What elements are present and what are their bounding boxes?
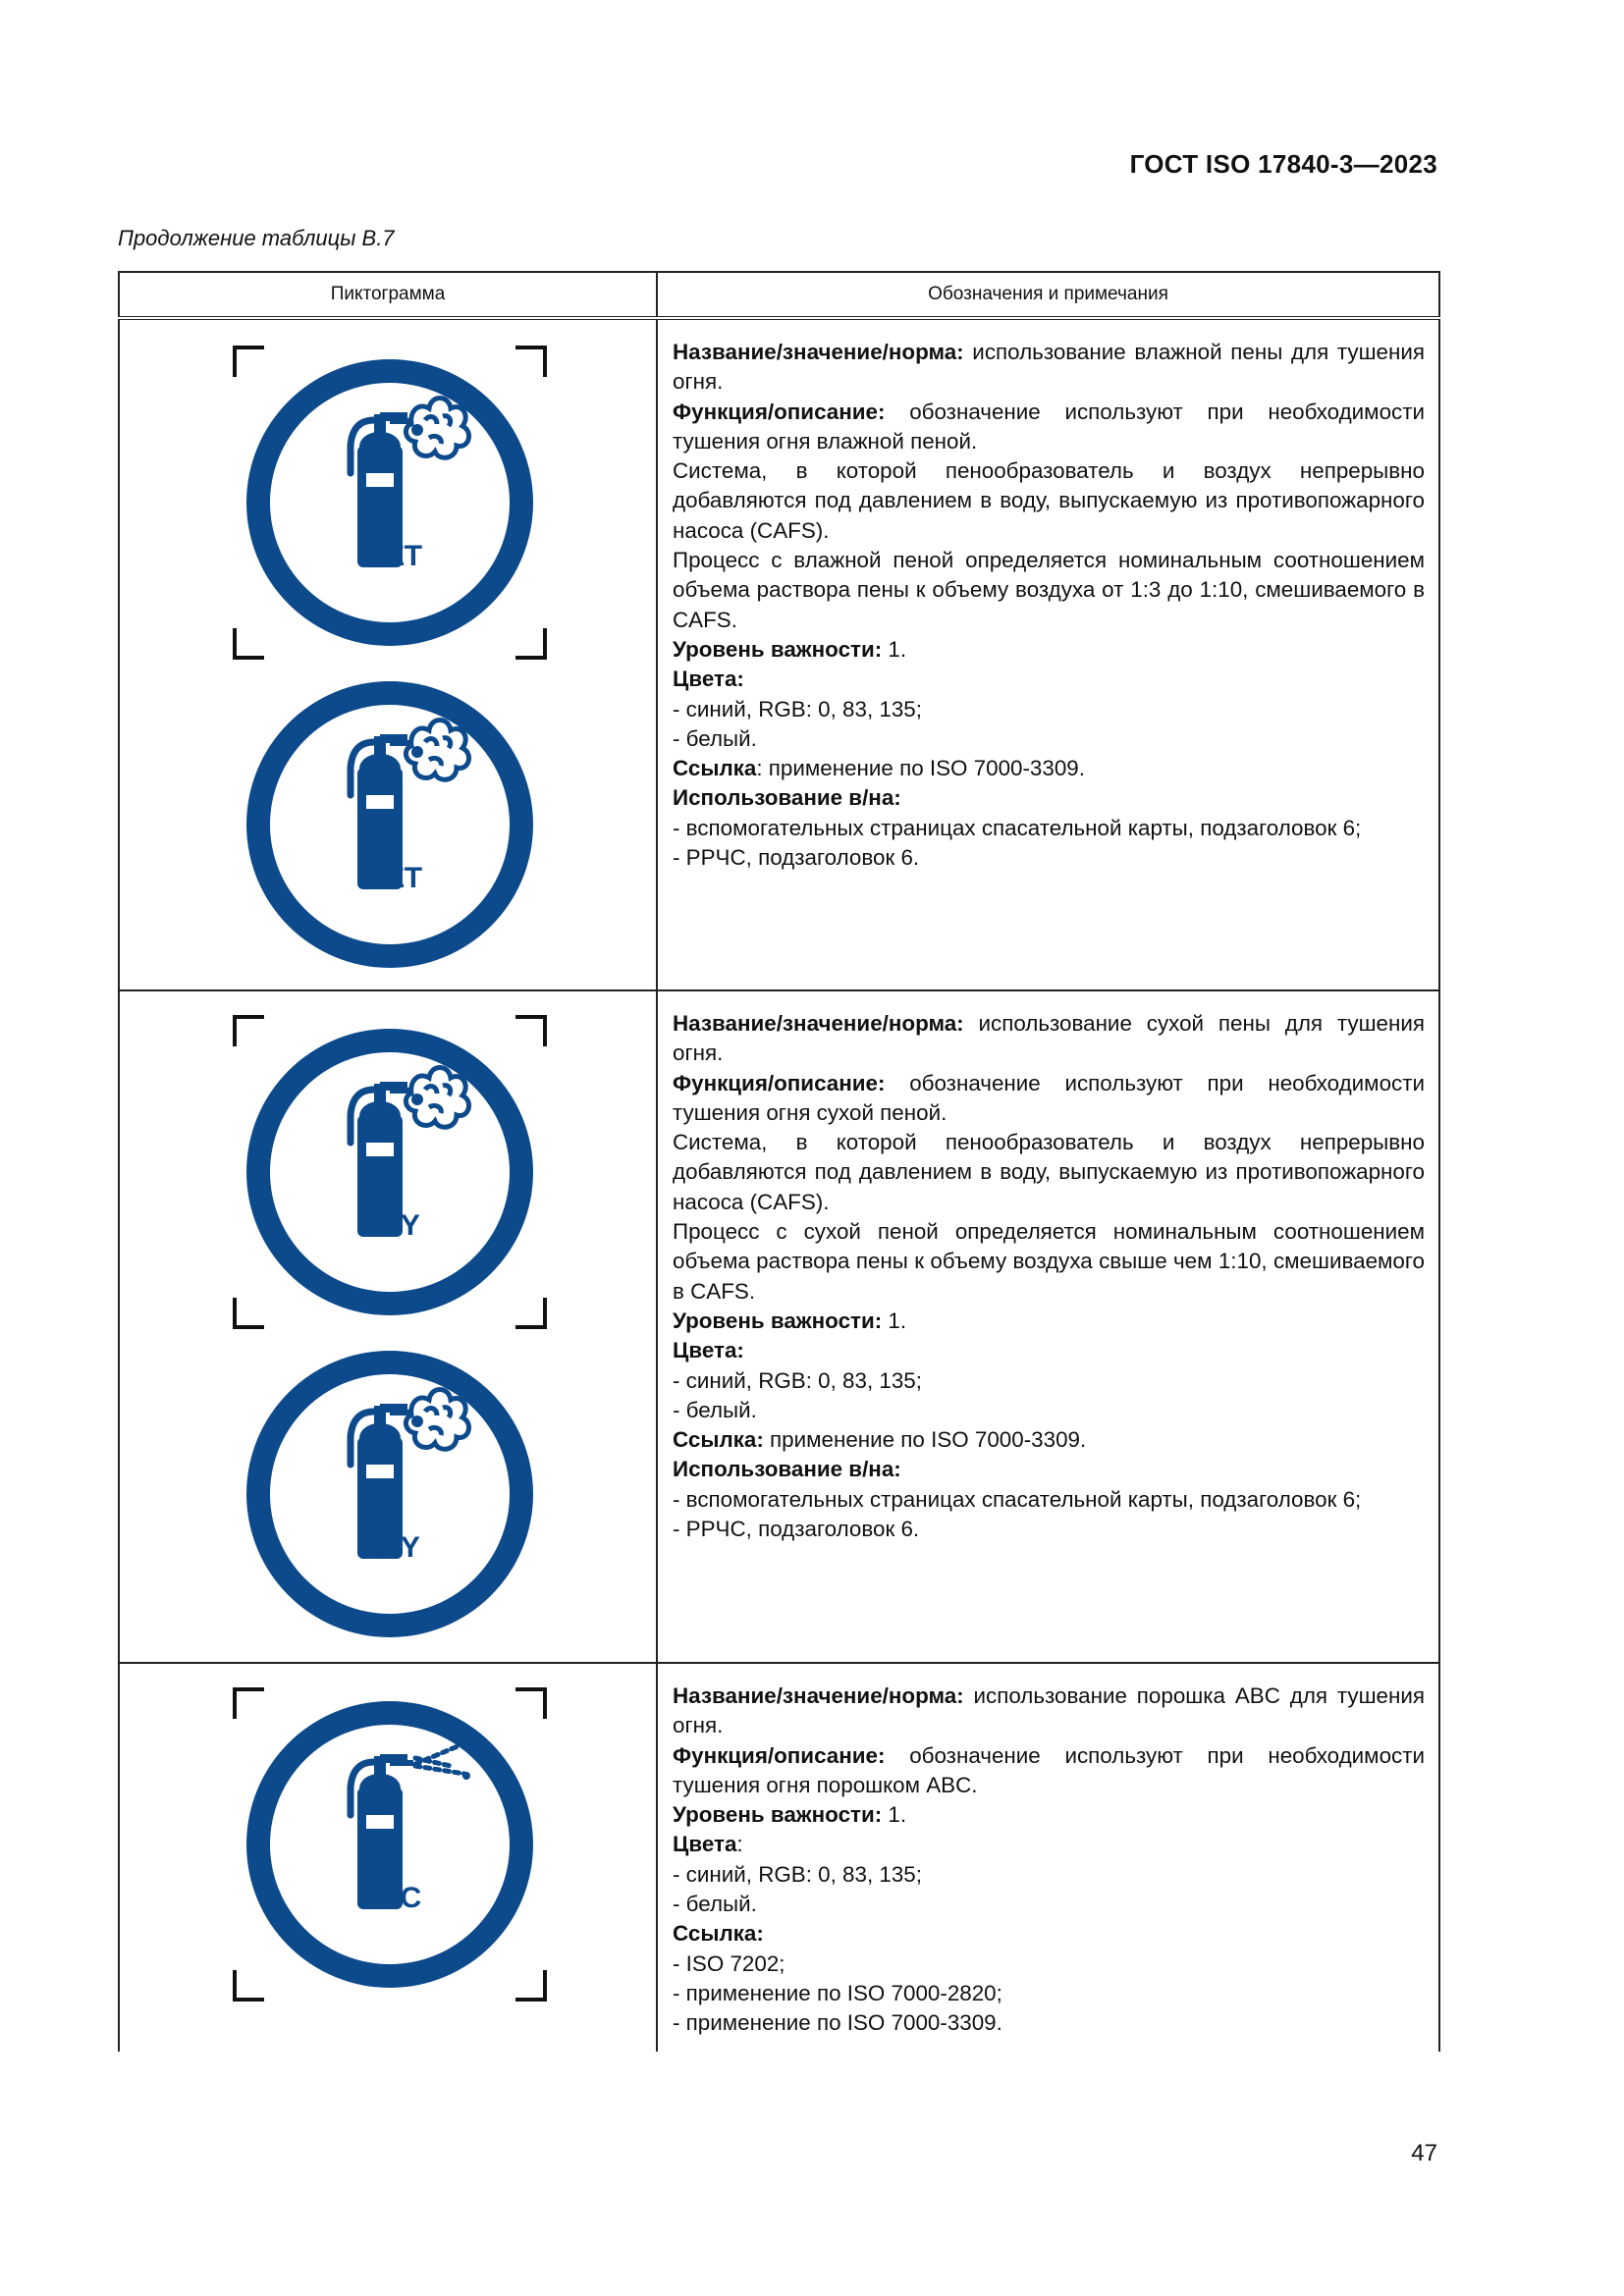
name-text: использование сухой пены для тушения огня.	[673, 1011, 1425, 1066]
notes-cell	[657, 1663, 1439, 2052]
color-item: - белый.	[673, 1397, 757, 1422]
colors-label: Цвета	[673, 1832, 737, 1857]
colors-label: Цвета:	[673, 1338, 744, 1363]
document-code: ГОСТ ISO 17840-3—2023	[1129, 149, 1437, 179]
table-caption: Продолжение таблицы В.7	[118, 226, 395, 250]
abc-powder-extinguisher-icon	[243, 1697, 537, 1992]
level-text: 1.	[882, 636, 907, 662]
pictogram-cell	[119, 318, 657, 990]
wet-foam-extinguisher-icon	[243, 677, 537, 972]
reference-item: - ISO 7202;	[673, 1950, 785, 1976]
name-label: Название/значение/норма:	[673, 340, 964, 364]
sign-label: ABC	[358, 1882, 421, 1914]
pictogram-cell	[119, 990, 657, 1663]
table-row-dry-foam	[119, 990, 1439, 1663]
sign-label: DRY	[359, 1209, 420, 1242]
system-paragraph: Система, в которой пенообразователь и воздух непрерывно добавляются под давлением в воду, выпускаемую из противопожарного насоса (CAFS).	[673, 458, 1425, 543]
pictogram-cell	[119, 1663, 657, 2052]
function-text: обозначение используют при необходимости тушения огня сухой пеной.	[673, 1070, 1425, 1125]
level-label: Уровень важности:	[673, 636, 883, 662]
reference-label: Ссылка:	[673, 1427, 764, 1453]
table-row-wet-foam	[119, 318, 1439, 990]
color-item: - белый.	[673, 1892, 757, 1917]
function-text: обозначение используют при необходимости тушения огня порошком ABC.	[673, 1742, 1425, 1797]
notes-cell	[657, 990, 1439, 1663]
usage-item: - РРЧС, подзаголовок 6.	[673, 845, 920, 871]
name-text: использование влажной пены для тушения огня.	[673, 340, 1425, 395]
usage-label: Использование в/на:	[673, 1457, 901, 1482]
reference-item: - применение по ISO 7000-2820;	[673, 1980, 1002, 2005]
color-item: - синий, RGB: 0, 83, 135;	[673, 1861, 922, 1887]
reference-label: Ссылка	[673, 756, 757, 781]
function-label: Функция/описание:	[673, 1742, 886, 1768]
wet-foam-extinguisher-icon	[243, 355, 537, 650]
colors-label: Цвета:	[673, 667, 744, 692]
system-paragraph: Система, в которой пенообразователь и воздух непрерывно добавляются под давлением в воду, выпускаемую из противопожарного насоса (CAFS).	[673, 1130, 1425, 1214]
page-number: 47	[1411, 2140, 1437, 2166]
level-text: 1.	[882, 1308, 907, 1333]
reference-text: применение по ISO 7000-3309.	[763, 1427, 1087, 1453]
dry-foam-extinguisher-icon	[243, 1025, 537, 1319]
colors-suffix: :	[736, 1832, 743, 1857]
name-label: Название/значение/норма:	[673, 1683, 964, 1708]
usage-item: - вспомогательных страницах спасательной карты, подзаголовок 6;	[673, 1486, 1362, 1512]
usage-label: Использование в/на:	[673, 785, 901, 811]
usage-item: - вспомогательных страницах спасательной карты, подзаголовок 6;	[673, 815, 1362, 840]
table-row-abc-powder	[119, 1663, 1439, 2052]
process-paragraph: Процесс с влажной пеной определяется номинальным соотношением объема раствора пены к объему воздуха от 1:3 до 1:10, смешиваемого в CAFS.	[673, 548, 1425, 632]
column-header-notes: Обозначения и примечания	[657, 272, 1439, 318]
level-label: Уровень важности:	[673, 1308, 883, 1333]
column-header-pictogram: Пиктограмма	[119, 272, 657, 318]
reference-label: Ссылка:	[673, 1921, 764, 1947]
color-item: - синий, RGB: 0, 83, 135;	[673, 696, 922, 721]
function-label: Функция/описание:	[673, 399, 886, 424]
dry-foam-extinguisher-icon	[243, 1347, 537, 1641]
sign-label: DRY	[359, 1531, 420, 1564]
name-label: Название/значение/норма:	[673, 1011, 964, 1036]
usage-item: - РРЧС, подзаголовок 6.	[673, 1517, 920, 1542]
color-item: - белый.	[673, 725, 757, 751]
level-label: Уровень важности:	[673, 1802, 883, 1828]
reference-text: : применение по ISO 7000-3309.	[756, 756, 1085, 781]
sign-label: WET	[357, 862, 422, 894]
function-text: обозначение используют при необходимости тушения огня влажной пеной.	[673, 399, 1425, 454]
function-label: Функция/описание:	[673, 1070, 886, 1095]
level-text: 1.	[882, 1802, 907, 1828]
sign-label: WET	[357, 540, 422, 572]
name-text: использование порошка ABC для тушения огня.	[673, 1683, 1425, 1738]
reference-item: - применение по ISO 7000-3309.	[673, 2010, 1002, 2036]
notes-cell	[657, 318, 1439, 990]
color-item: - синий, RGB: 0, 83, 135;	[673, 1367, 922, 1393]
pictogram-table	[118, 271, 1440, 2052]
process-paragraph: Процесс с сухой пеной определяется номинальным соотношением объема раствора пены к объему воздуха свыше чем 1:10, смешиваемого в CAFS.	[673, 1219, 1425, 1304]
